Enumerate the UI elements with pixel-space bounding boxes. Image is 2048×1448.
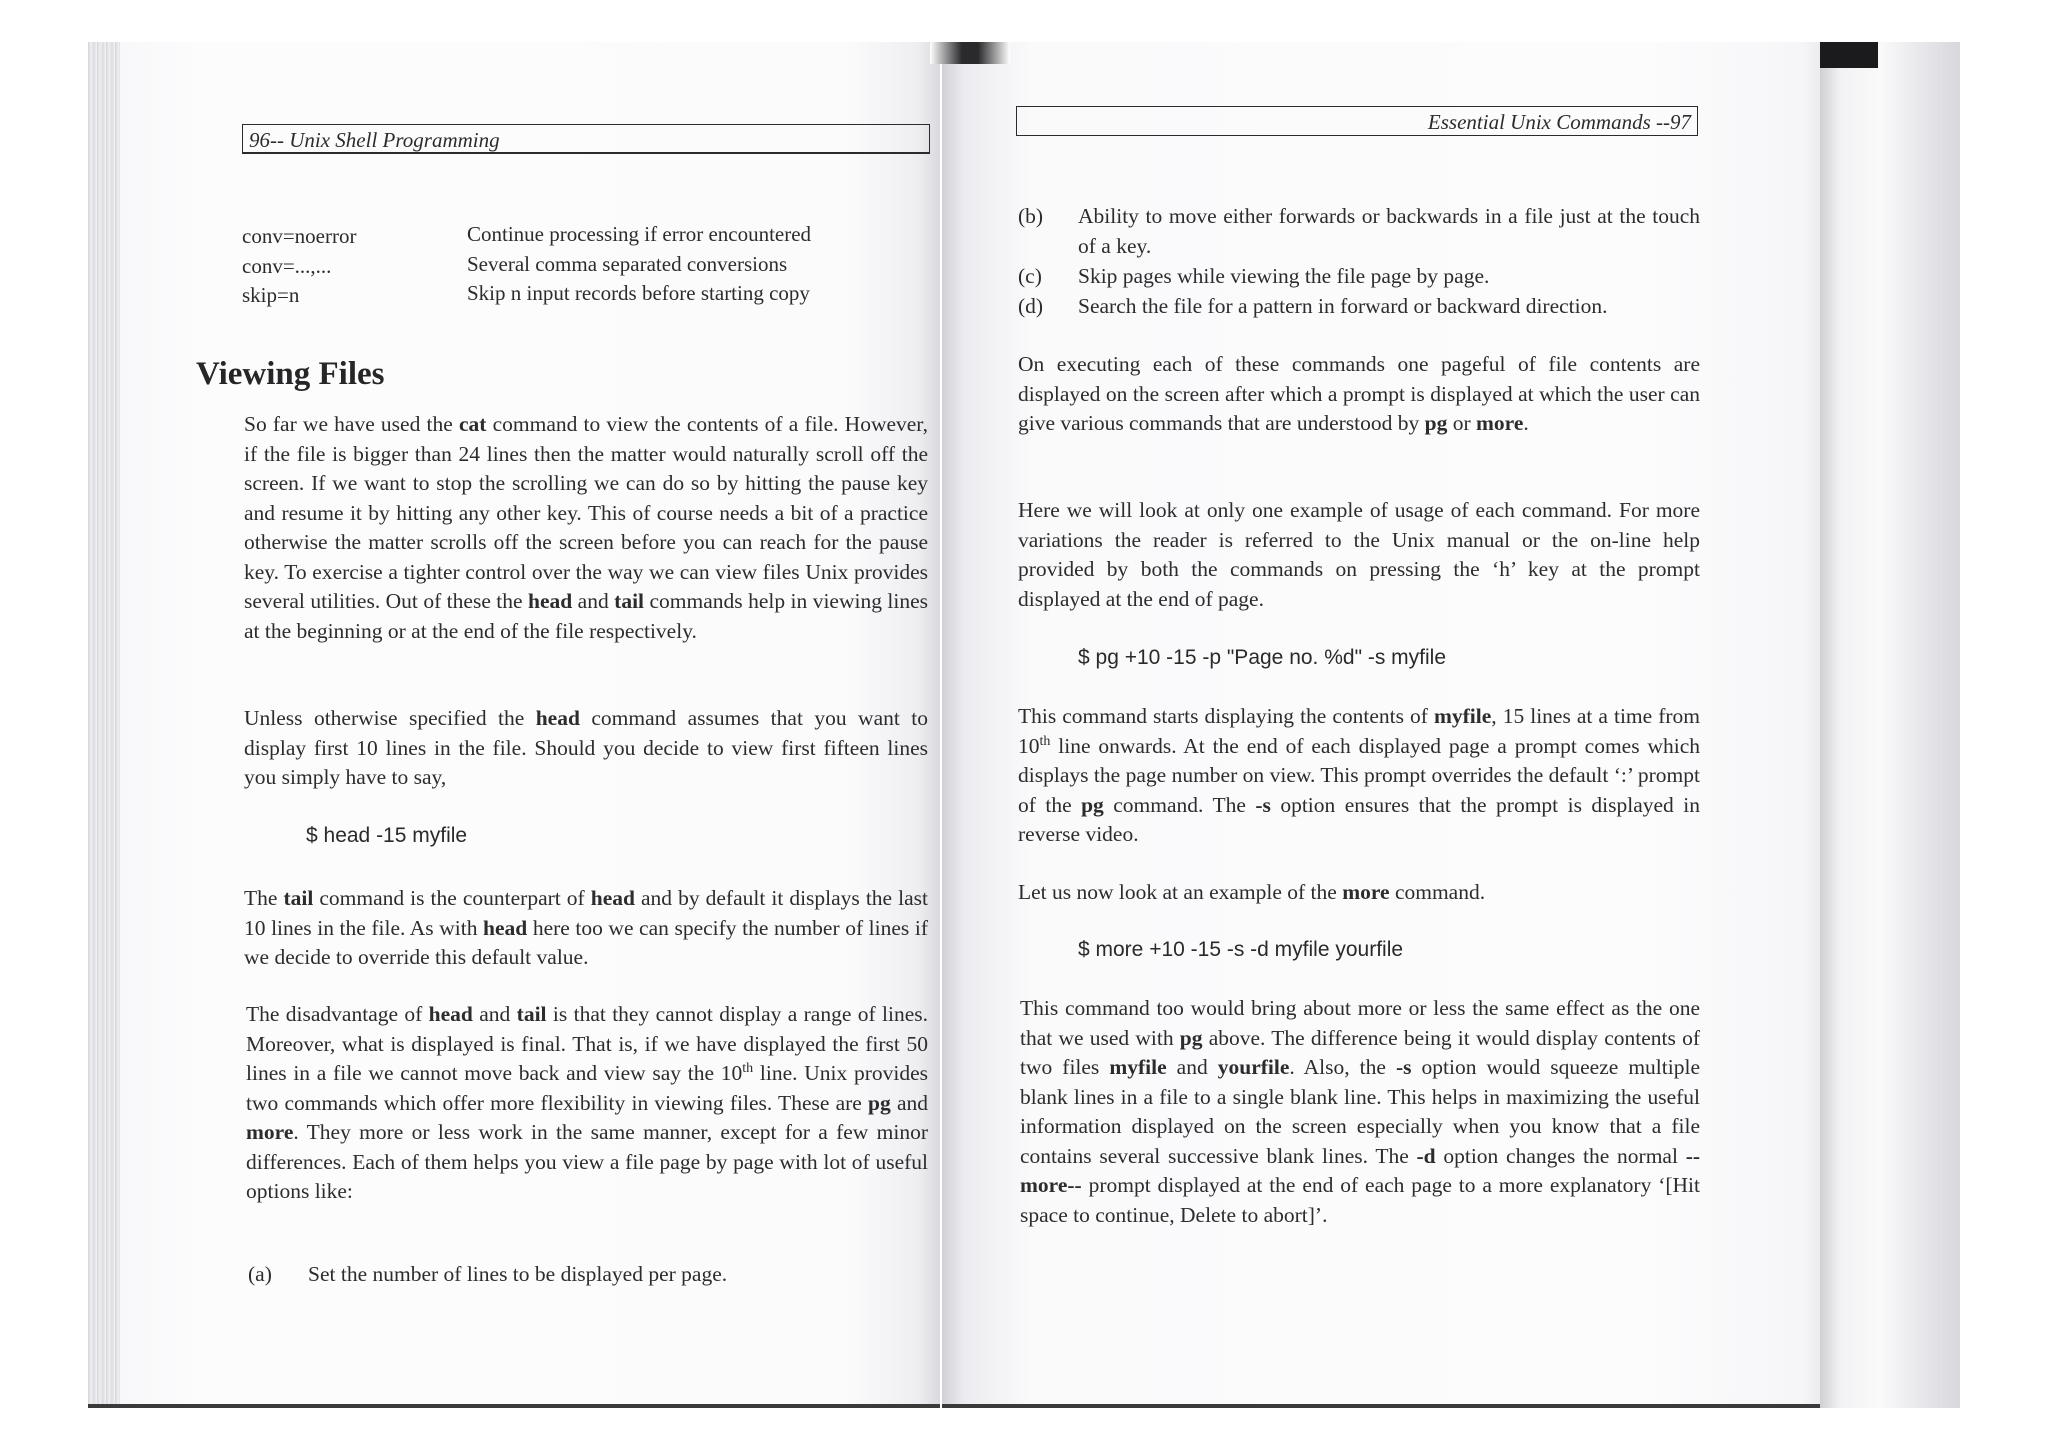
list-item [1018,262,1700,292]
option-name: conv=...,... [242,253,332,278]
command-head-example: $ head -15 myfile [306,824,468,847]
paragraph-examples: Here we will look at only one example of usage of each command. For more variations the reader is referred to the Unix manual or the on-line help provided by both the commands on pressing the ‘h’ key at the prompt displayed at the end of page. [1018,498,1700,611]
option-desc: Continue processing if error encountered [467,222,812,246]
list-item [1018,202,1700,262]
left-page-header: 96-- Unix Shell Programming [242,124,930,154]
option-name: conv=noerror [242,224,357,248]
list-label: (b) [1018,204,1044,228]
paragraph-viewing-intro: So far we have used the cat command to view the contents of a file. However, if the file is bigger than 24 lines then the matter would naturally scroll off the screen. If we want to stop the scrolling we can do so by hitting the pause key and resume it by hitting any other key. This of course needs a bit of a practice otherwise the matter scrolls off the screen before you can reach for the pause key. To exercise a tighter control over the way we can view files Unix provides several utilities. Out of these the head and tail commands help in viewing lines at the beginning or at the end of the file respectively. [244,412,929,643]
list-text: Set the number of lines to be displayed per page. [308,1262,728,1286]
option-name: skip=n [242,283,300,307]
list-text: Search the file for a pattern in forward or backward direction. [1078,294,1608,318]
paragraph-tail: The tail command is the counterpart of head and by default it displays the last 10 lines in the file. As with head here too we can specify the number of lines if we decide to override this default value. [244,886,928,969]
list-item [248,1260,928,1292]
book-edge [1820,42,1960,1408]
option-names [242,222,356,311]
list-text: Skip pages while viewing the file page by page. [1078,264,1490,288]
option-desc: Skip n input records before starting copy [467,281,810,305]
paragraph-executing: On executing each of these commands one pageful of file contents are displayed on the screen after which a prompt is displayed at which the user can give various commands that are understood by pg or more. [1018,352,1700,435]
command-pg-example: $ pg +10 -15 -p "Page no. %d" -s myfile [1078,646,1447,669]
paragraph-head: Unless otherwise specified the head command assumes that you want to display first 10 lines in the file. Should you decide to view first fifteen lines you simply have to say, [244,706,928,789]
paragraph-more-explanation: This command too would bring about more or less the same effect as the one that we used with pg above. The difference being it would display contents of two files myfile and yourfile. Also, the -s option would squeeze multiple blank lines in a file to a single blank line. This helps in maximizing the useful information displayed on the screen especially when you know that a file contains several successive blank lines. The -d option changes the normal --more-- prompt displayed at the end of each page to a more explanatory ‘[Hit space to continue, Delete to abort]’. [1020,996,1701,1227]
paragraph-disadvantage: The disadvantage of head and tail is that they cannot display a range of lines. Moreover, what is displayed is final. That is, if we have displayed the first 50 lines in a file we cannot move back and view say the 10th line. Unix provides two commands which offer more flexibility in viewing files. These are pg and more. They more or less work in the same manner, except for a few minor differences. Each of them helps you view a file page by page with lot of useful options like: [246,1002,928,1203]
option-descriptions [467,220,811,309]
list-label: (d) [1018,294,1044,318]
option-desc: Several comma separated conversions [467,251,788,276]
list-item [1018,292,1700,322]
section-title: Viewing Files [196,356,385,392]
list-label: (a) [248,1262,272,1286]
scan-shadow-spine [930,42,1010,64]
right-page-header: Essential Unix Commands --97 [1016,106,1698,136]
list-label: (c) [1018,264,1042,288]
command-more-example: $ more +10 -15 -s -d myfile yourfile [1078,938,1404,961]
scan-shadow-right [1820,42,1878,68]
paragraph-more-intro: Let us now look at an example of the more command. [1018,880,1486,904]
list-text: Ability to move either forwards or backwards in a file just at the touch of a key. [1078,204,1700,258]
paragraph-pg-explanation: This command starts displaying the contents of myfile, 15 lines at a time from 10th line onwards. At the end of each displayed page a prompt comes which displays the page number on view. This prompt overrides the default ‘:’ prompt of the pg command. The -s option ensures that the prompt is displayed in reverse video. [1018,704,1701,846]
page-edge-stripes [88,42,120,1404]
